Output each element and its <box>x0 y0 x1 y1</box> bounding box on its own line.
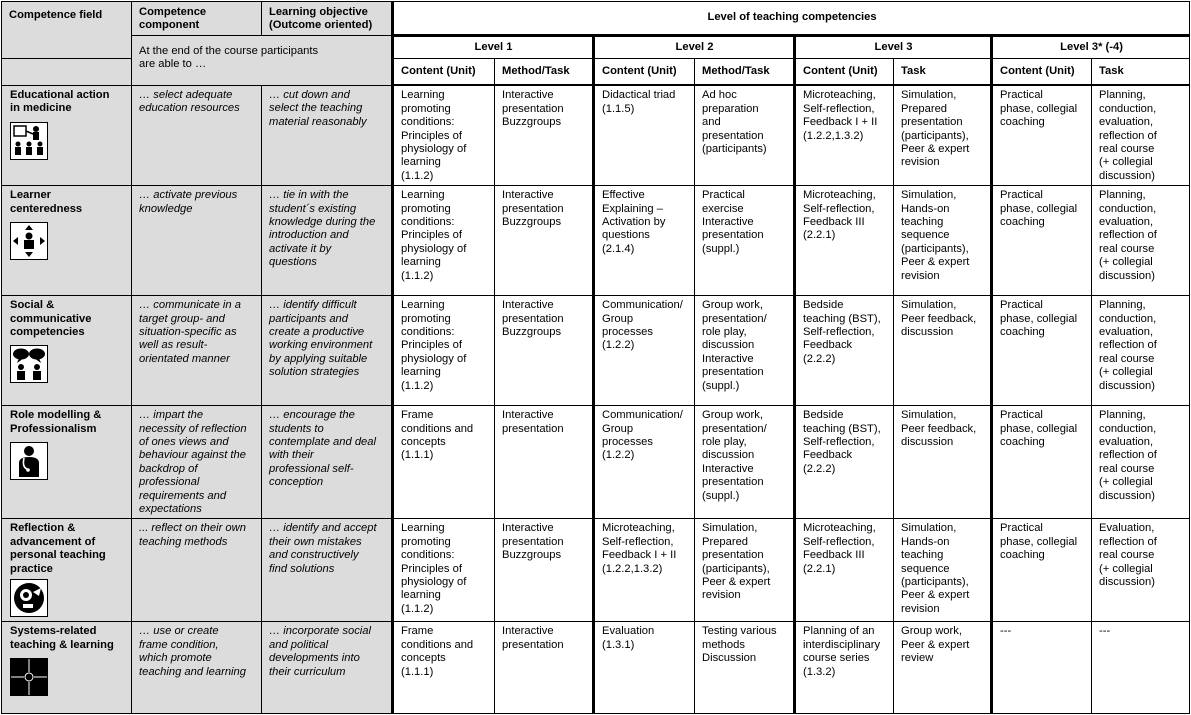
learning-objective-cell: … cut down and select the teaching material reasonably <box>262 85 393 185</box>
level3-task-cell: Simulation, Hands-on teaching sequence (participants), Peer & expert revision <box>894 186 992 296</box>
competence-field-label: Social & communicative competencies <box>10 299 92 338</box>
competence-component-cell: … communicate in a target group- and situation-specific as well as result- orientated manner <box>132 296 262 406</box>
table-row <box>2 519 1190 622</box>
header-learning-objective: Learning objective (Outcome oriented) <box>262 2 393 36</box>
learning-objective-cell: … identify and accept their own mistakes and constructively find solutions <box>262 519 393 622</box>
doctor-stethoscope-icon <box>10 442 48 480</box>
level2-content-cell: Evaluation (1.3.1) <box>594 622 695 714</box>
level3star-content-cell: Practical phase, collegial coaching <box>992 296 1092 406</box>
level1-method-cell: Interactive presentation Buzzgroups <box>495 186 594 296</box>
level3-content-cell: Planning of an interdisciplinary course series (1.3.2) <box>795 622 894 714</box>
level2-method-cell: Group work, presentation/ role play, discussion Interactive presentation (suppl.) <box>695 406 795 519</box>
level3-task-cell: Group work, Peer & expert review <box>894 622 992 714</box>
level3star-content-cell: Practical phase, collegial coaching <box>992 406 1092 519</box>
level2-content-cell: Effective Explaining – Activation by questions (2.1.4) <box>594 186 695 296</box>
header-competence-component: Competence component <box>132 2 262 36</box>
competence-field-label: Systems-related teaching & learning <box>10 625 114 651</box>
teacher-at-board-icon <box>10 122 48 160</box>
level3star-task-cell: Planning, conduction, evaluation, reflection of real course (+ collegial discussion) <box>1092 406 1190 519</box>
level3star-content-cell: Practical phase, collegial coaching <box>992 186 1092 296</box>
level2-method-cell: Testing various methods Discussion <box>695 622 795 714</box>
competence-component-cell: … use or create frame condition, which promote teaching and learning <box>132 622 262 714</box>
header-level-3: Level 3 <box>795 35 992 58</box>
level3star-task-cell: --- <box>1092 622 1190 714</box>
level1-content-cell: Learning promoting conditions: Principles of physiology of learning (1.1.2) <box>393 519 495 622</box>
level2-method-cell: Group work, presentation/ role play, discussion Interactive presentation (suppl.) <box>695 296 795 406</box>
level1-content-cell: Frame conditions and concepts (1.1.1) <box>393 622 495 714</box>
level1-method-cell: Interactive presentation Buzzgroups <box>495 296 594 406</box>
level3-content-cell: Bedside teaching (BST), Self-reflection, Feedback (2.2.2) <box>795 406 894 519</box>
level2-method-cell: Ad hoc preparation and presentation (participants) <box>695 85 795 185</box>
level2-content-cell: Microteaching, Self-reflection, Feedback I + II (1.2.2,1.3.2) <box>594 519 695 622</box>
learning-objective-cell: … identify difficult participants and create a productive working environment by applying suitable solution strategies <box>262 296 393 406</box>
header-level-of-teaching: Level of teaching competencies <box>393 2 1190 36</box>
level3star-task-cell: Evaluation, reflection of real course (+ collegial discussion) <box>1092 519 1190 622</box>
level3star-task-cell: Planning, conduction, evaluation, reflection of real course (+ collegial discussion) <box>1092 85 1190 185</box>
header-level-2: Level 2 <box>594 35 795 58</box>
level3-content-cell: Microteaching, Self-reflection, Feedback III (2.2.1) <box>795 519 894 622</box>
competence-component-cell: … impart the necessity of reflection of ones views and behaviour against the backdrop of professional requirements and expectations <box>132 406 262 519</box>
level1-content-cell: Learning promoting conditions: Principles of physiology of learning (1.1.2) <box>393 296 495 406</box>
level2-content-cell: Communication/ Group processes (1.2.2) <box>594 406 695 519</box>
level3-task-cell: Simulation, Peer feedback, discussion <box>894 296 992 406</box>
header-method-task-l1: Method/Task <box>495 58 594 85</box>
level2-content-cell: Communication/ Group processes (1.2.2) <box>594 296 695 406</box>
table-row <box>2 622 1190 714</box>
competence-field-label: Educational action in medicine <box>10 88 110 115</box>
puzzle-pieces-icon <box>10 658 48 696</box>
header-content-unit-l1: Content (Unit) <box>393 58 495 85</box>
learning-objective-cell: … encourage the students to contemplate and deal with their professional self- conception <box>262 406 393 519</box>
table-row <box>2 186 1190 296</box>
competence-field-cell <box>2 519 132 622</box>
competence-field-label: Role modelling & Professionalism <box>10 409 102 435</box>
learning-objective-cell: … incorporate social and political developments into their curriculum <box>262 622 393 714</box>
level1-method-cell: Interactive presentation Buzzgroups <box>495 519 594 622</box>
level3star-content-cell: Practical phase, collegial coaching <box>992 519 1092 622</box>
header-method-task-l2: Method/Task <box>695 58 795 85</box>
competence-field-cell <box>2 622 132 714</box>
level1-method-cell: Interactive presentation <box>495 622 594 714</box>
level3star-content-cell: Practical phase, collegial coaching <box>992 85 1092 185</box>
level1-method-cell: Interactive presentation <box>495 406 594 519</box>
table-row <box>2 406 1190 519</box>
header-content-unit-l3: Content (Unit) <box>795 58 894 85</box>
competence-component-cell: … select adequate education resources <box>132 85 262 185</box>
level2-method-cell: Simulation, Prepared presentation (participants), Peer & expert revision <box>695 519 795 622</box>
table-row <box>2 85 1190 185</box>
header-level-3-star: Level 3* (-4) <box>992 35 1190 58</box>
header-level-1: Level 1 <box>393 35 594 58</box>
self-reflection-head-icon <box>10 579 48 617</box>
competence-field-cell <box>2 296 132 406</box>
competence-field-cell <box>2 406 132 519</box>
competence-field-cell <box>2 186 132 296</box>
learner-center-arrows-icon <box>10 222 48 260</box>
header-task-l3: Task <box>894 58 992 85</box>
level1-content-cell: Learning promoting conditions: Principles of physiology of learning (1.1.2) <box>393 85 495 185</box>
learning-objective-cell: … tie in with the student´s existing knowledge during the introduction and activate it by questions <box>262 186 393 296</box>
competence-component-cell: ... reflect on their own teaching methods <box>132 519 262 622</box>
level1-content-cell: Frame conditions and concepts (1.1.1) <box>393 406 495 519</box>
level3-task-cell: Simulation, Prepared presentation (participants), Peer & expert revision <box>894 85 992 185</box>
level3-task-cell: Simulation, Peer feedback, discussion <box>894 406 992 519</box>
level1-content-cell: Learning promoting conditions: Principles of physiology of learning (1.1.2) <box>393 186 495 296</box>
competence-field-label: Learner centeredness <box>10 189 83 215</box>
header-intro: At the end of the course participants are able to … <box>132 35 393 85</box>
header-empty-cell <box>2 58 132 85</box>
header-competence-field: Competence field <box>2 2 132 59</box>
level2-content-cell: Didactical triad (1.1.5) <box>594 85 695 185</box>
level2-method-cell: Practical exercise Interactive presentation (suppl.) <box>695 186 795 296</box>
table-row <box>2 296 1190 406</box>
header-content-unit-l2: Content (Unit) <box>594 58 695 85</box>
level3star-content-cell: --- <box>992 622 1092 714</box>
level3-content-cell: Bedside teaching (BST), Self-reflection, Feedback (2.2.2) <box>795 296 894 406</box>
level3-content-cell: Microteaching, Self-reflection, Feedback III (2.2.1) <box>795 186 894 296</box>
competence-field-label: Reflection & advancement of personal teaching practice <box>10 522 106 575</box>
competence-field-cell <box>2 85 132 185</box>
level1-method-cell: Interactive presentation Buzzgroups <box>495 85 594 185</box>
competence-table <box>1 1 1190 714</box>
competence-component-cell: … activate previous knowledge <box>132 186 262 296</box>
header-content-unit-l3-star: Content (Unit) <box>992 58 1092 85</box>
level3star-task-cell: Planning, conduction, evaluation, reflection of real course (+ collegial discussion) <box>1092 186 1190 296</box>
level3-task-cell: Simulation, Hands-on teaching sequence (participants), Peer & expert revision <box>894 519 992 622</box>
speech-bubbles-people-icon <box>10 345 48 383</box>
header-task-l3-star: Task <box>1092 58 1190 85</box>
level3-content-cell: Microteaching, Self-reflection, Feedback I + II (1.2.2,1.3.2) <box>795 85 894 185</box>
level3star-task-cell: Planning, conduction, evaluation, reflection of real course (+ collegial discussion) <box>1092 296 1190 406</box>
